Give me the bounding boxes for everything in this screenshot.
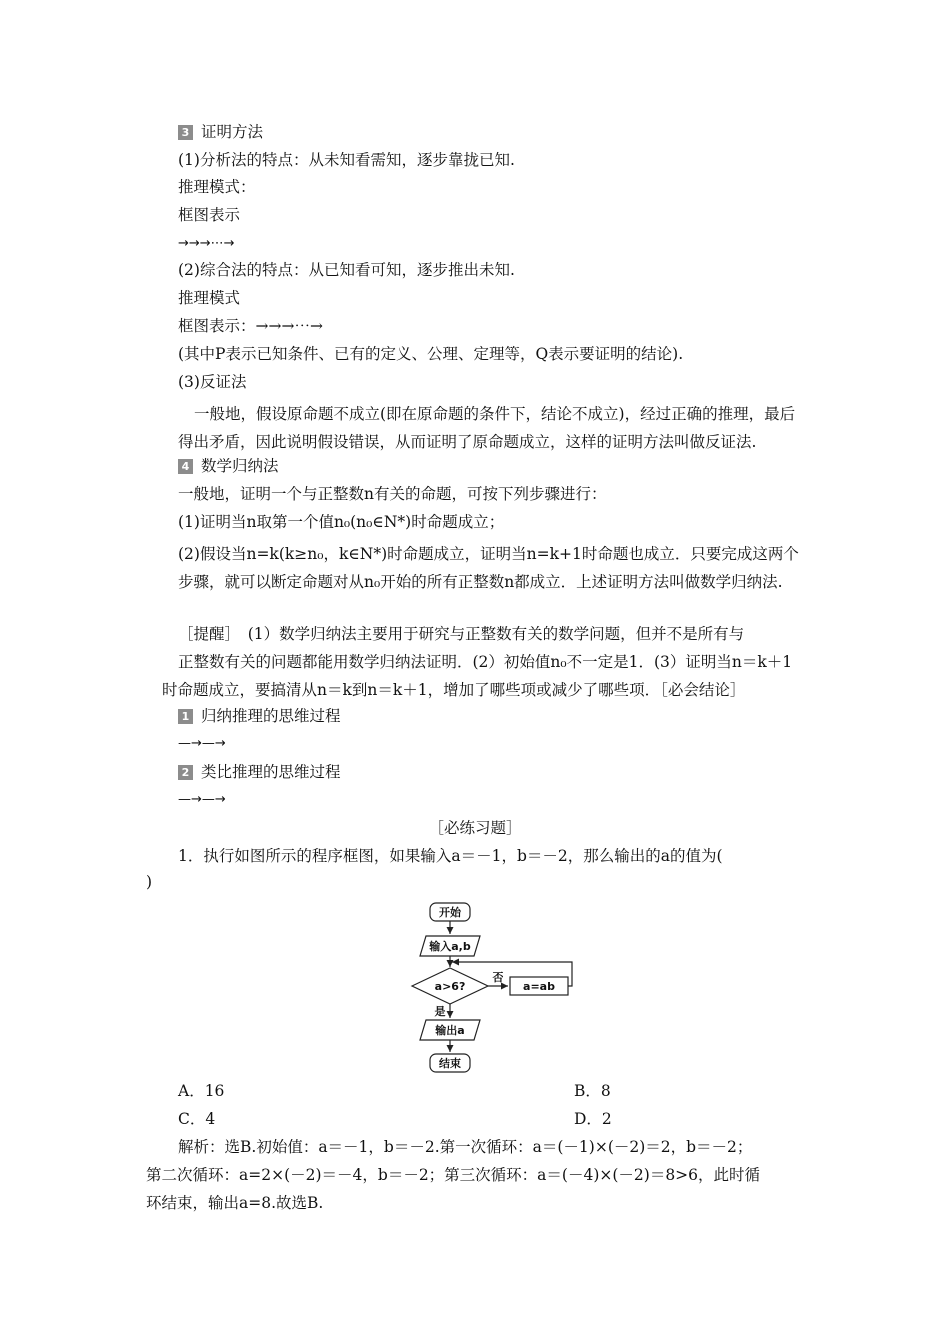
solution-line2: 第二次循环：a=2×(－2)＝－4，b＝－2；第三次循环：a＝(－4)×(－2)＝8>6，此时循 <box>146 1166 761 1184</box>
flow-start-label: 开始 <box>439 906 461 919</box>
solution-line1: 解析：选B.初始值：a＝－1，b＝－2.第一次循环：a＝(－1)×(－2)＝2，b＝－2； <box>178 1138 753 1156</box>
question1-line1: 1．执行如图所示的程序框图，如果输入a＝－1，b＝－2，那么输出的a的值为( <box>178 847 723 865</box>
contradiction-text: 一般地，假设原命题不成立(即在原命题的条件下，结论不成立)，经过正确的推理，最后得出矛盾，因此说明假设错误，从而证明了原命题成立，这样的证明方法叫做反证法. <box>178 405 796 451</box>
flow-no-label: 否 <box>492 971 504 984</box>
analysis-mode: 推理模式： <box>178 178 256 196</box>
analysis-feature: (1)分析法的特点：从未知看需知，逐步靠拢已知. <box>178 151 515 169</box>
option-c: C．4 <box>178 1110 216 1128</box>
section3-heading: 3 证明方法 <box>178 122 263 142</box>
induction-intro: 一般地，证明一个与正整数n有关的命题，可按下列步骤进行： <box>178 485 607 503</box>
question1-line2: ) <box>146 873 153 891</box>
flow-yes-label: 是 <box>434 1005 446 1018</box>
synthesis-feature: (2)综合法的特点：从已知看可知，逐步推出未知. <box>178 261 515 279</box>
exercises-title: ［必练习题］ <box>428 819 522 837</box>
section4-badge: 4 <box>178 459 193 474</box>
conclusion2-badge: 2 <box>178 765 193 780</box>
flow-output-label: 输出a <box>435 1024 465 1037</box>
option-d: D．2 <box>574 1110 612 1128</box>
section3-badge: 3 <box>178 125 193 140</box>
flow-condition-label: a>6? <box>434 980 466 993</box>
program-flowchart <box>400 898 590 1078</box>
contradiction-title: (3)反证法 <box>178 373 247 391</box>
synthesis-diagram: 框图表示：→→→⋯→ <box>178 317 323 335</box>
section4-heading: 4 数学归纳法 <box>178 456 279 476</box>
conclusion2-heading: 2 类比推理的思维过程 <box>178 762 341 782</box>
reminder-line3: 时命题成立，要搞清从n＝k到n＝k＋1，增加了哪些项或减少了哪些项．［必会结论］ <box>162 681 746 699</box>
solution-line3: 环结束，输出a=8.故选B. <box>146 1194 324 1212</box>
analysis-diagram-label: 框图表示 <box>178 206 241 224</box>
induction-step2: (2)假设当n=k(k≥n₀，k∈N*)时命题成立，证明当n=k+1时命题也成立．只要完成这两个步骤，就可以断定命题对从n₀开始的所有正整数n都成立．上述证明方法叫做数学归纳法. <box>178 545 799 591</box>
pq-note: (其中P表示已知条件、已有的定义、公理、定理等，Q表示要证明的结论). <box>178 345 684 363</box>
conclusion1-heading: 1 归纳推理的思维过程 <box>178 706 341 726</box>
flow-end-label: 结束 <box>439 1057 461 1070</box>
synthesis-mode: 推理模式 <box>178 289 241 307</box>
conclusion2-arrows: —→—→ <box>178 792 226 807</box>
option-b: B．8 <box>574 1082 611 1100</box>
analysis-arrows: →→→⋯→ <box>178 236 235 251</box>
induction-step1: (1)证明当n取第一个值n₀(n₀∈N*)时命题成立； <box>178 513 505 531</box>
option-a: A．16 <box>178 1082 225 1100</box>
reminder-line1: ［提醒］ (1）数学归纳法主要用于研究与正整数有关的数学问题，但并不是所有与 <box>178 625 745 643</box>
flow-process-label: a=ab <box>523 980 555 993</box>
reminder-line2: 正整数有关的问题都能用数学归纳法证明．(2）初始值n₀不一定是1．(3）证明当n＝k＋1 <box>178 653 793 671</box>
conclusion1-arrows: —→—→ <box>178 736 226 751</box>
flow-input-label: 输入a,b <box>429 940 471 953</box>
conclusion1-badge: 1 <box>178 709 193 724</box>
